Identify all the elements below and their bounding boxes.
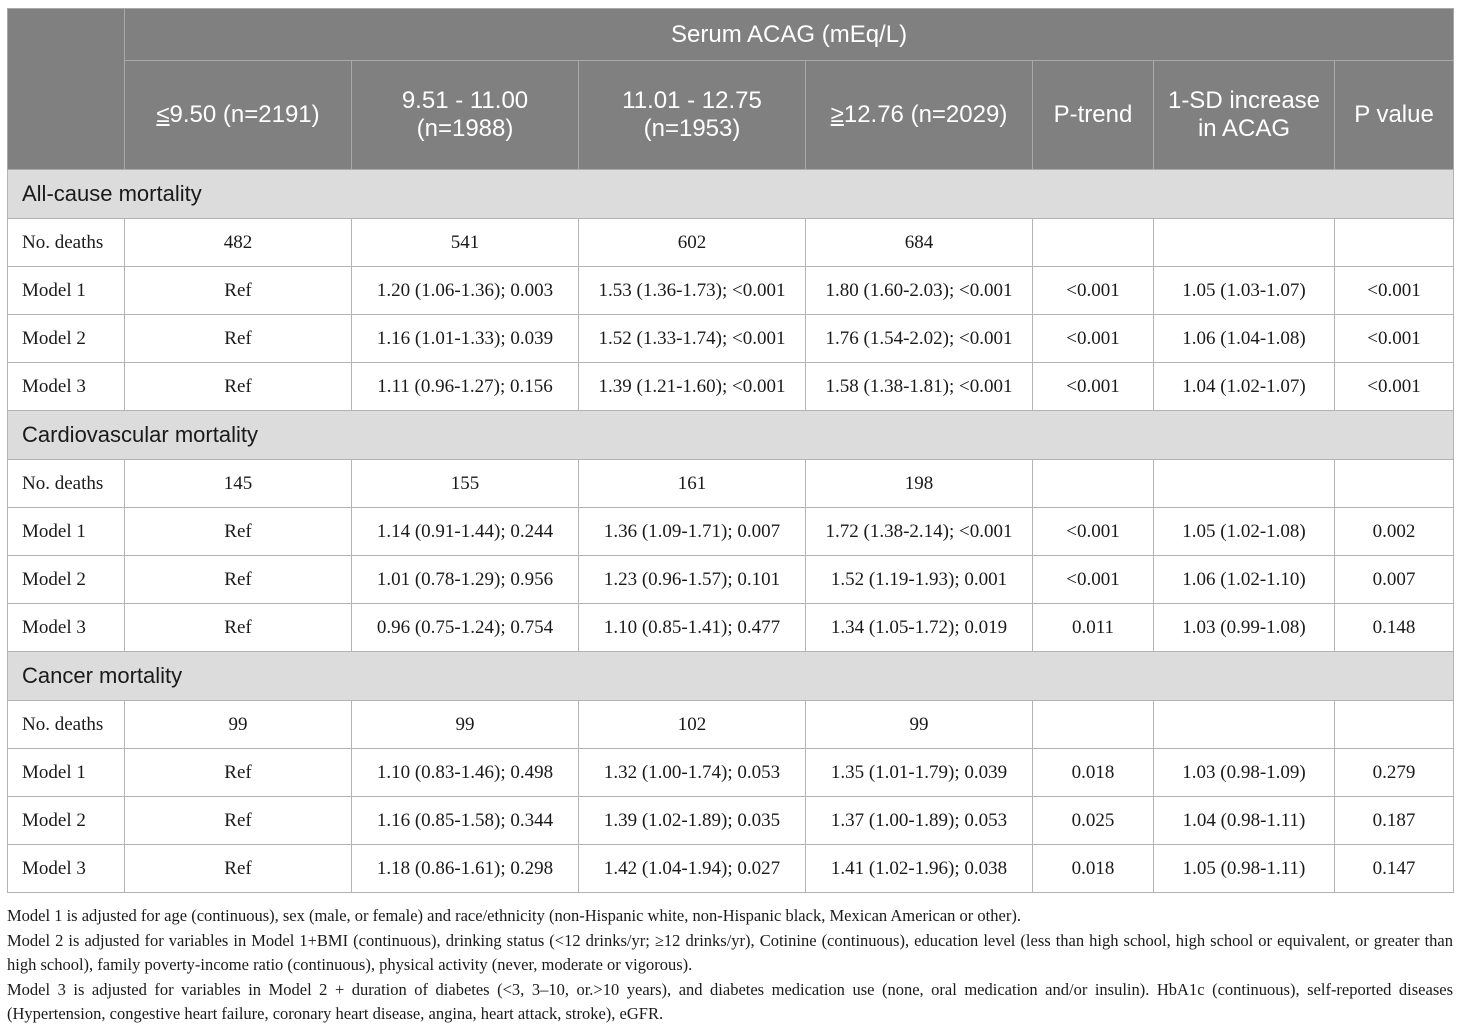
table-cell: <0.001 (1335, 363, 1454, 411)
table-cell (1335, 701, 1454, 749)
table-row (8, 363, 1454, 411)
table-cell (1033, 219, 1154, 267)
table-cell: Ref (125, 508, 352, 556)
table-cell: 0.148 (1335, 604, 1454, 652)
table-cell: 1.58 (1.38-1.81); <0.001 (806, 363, 1033, 411)
table-cell: 0.002 (1335, 508, 1454, 556)
table-cell: 0.279 (1335, 749, 1454, 797)
table-cell: 1.18 (0.86-1.61); 0.298 (352, 845, 579, 893)
table-cell: Ref (125, 363, 352, 411)
row-label: No. deaths (8, 701, 125, 749)
table-header (8, 9, 1454, 170)
table-cell: 0.025 (1033, 797, 1154, 845)
table-cell: 1.80 (1.60-2.03); <0.001 (806, 267, 1033, 315)
table-cell: Ref (125, 604, 352, 652)
table-cell: 161 (579, 460, 806, 508)
table-cell (1335, 460, 1454, 508)
table-cell: 198 (806, 460, 1033, 508)
table-cell: 1.53 (1.36-1.73); <0.001 (579, 267, 806, 315)
table-cell: 0.011 (1033, 604, 1154, 652)
table-cell: 482 (125, 219, 352, 267)
results-table (7, 8, 1454, 893)
table-cell: 1.14 (0.91-1.44); 0.244 (352, 508, 579, 556)
row-label: Model 2 (8, 556, 125, 604)
table-cell: 1.42 (1.04-1.94); 0.027 (579, 845, 806, 893)
table-cell (1335, 219, 1454, 267)
table-cell: Ref (125, 267, 352, 315)
results-table-container (7, 8, 1453, 893)
table-cell: 1.04 (0.98-1.11) (1154, 797, 1335, 845)
header-quartile-1 (125, 61, 352, 170)
table-cell: 684 (806, 219, 1033, 267)
table-cell: 1.06 (1.04-1.08) (1154, 315, 1335, 363)
table-cell: 1.35 (1.01-1.79); 0.039 (806, 749, 1033, 797)
table-cell: <0.001 (1033, 315, 1154, 363)
table-cell: 1.16 (0.85-1.58); 0.344 (352, 797, 579, 845)
row-label: Model 2 (8, 315, 125, 363)
table-cell: Ref (125, 315, 352, 363)
header-quartile-1-text: 9.50 (n=2191) (169, 101, 320, 128)
table-cell: <0.001 (1033, 508, 1154, 556)
table-cell: 1.10 (0.83-1.46); 0.498 (352, 749, 579, 797)
table-cell: Ref (125, 845, 352, 893)
table-row (8, 508, 1454, 556)
table-cell: 602 (579, 219, 806, 267)
table-cell: 1.05 (1.02-1.08) (1154, 508, 1335, 556)
table-cell: <0.001 (1335, 315, 1454, 363)
table-cell: 1.72 (1.38-2.14); <0.001 (806, 508, 1033, 556)
footnote-model-2: Model 2 is adjusted for variables in Model 1+BMI (continuous), drinking status (<12 drinks/yr; ≥12 drinks/yr), Cotinine (continuous), education level (less than high school, high school or equivalent, or greater than high school), family poverty-income ratio (continuous), physical activity (never, moderate or vigorous). (7, 930, 1453, 974)
footnote-model-1: Model 1 is adjusted for age (continuous), sex (male, or female) and race/ethnicity (non-Hispanic white, non-Hispanic black, Mexican American or other). (7, 906, 1021, 925)
table-cell: 0.018 (1033, 845, 1154, 893)
section-header-row (8, 411, 1454, 460)
row-label: Model 2 (8, 797, 125, 845)
header-quartile-1-symbol: ≤ (156, 101, 170, 128)
table-row (8, 845, 1454, 893)
table-cell: 0.018 (1033, 749, 1154, 797)
table-cell: Ref (125, 749, 352, 797)
table-cell (1154, 701, 1335, 749)
header-p-value: P value (1335, 61, 1454, 170)
table-row (8, 315, 1454, 363)
section-title: Cancer mortality (8, 652, 1454, 701)
table-cell: 1.10 (0.85-1.41); 0.477 (579, 604, 806, 652)
header-blank-cell (8, 9, 125, 170)
table-cell: 99 (806, 701, 1033, 749)
header-quartile-4-symbol: ≥ (830, 101, 844, 128)
header-1sd-increase: 1-SD increase in ACAG (1154, 61, 1335, 170)
table-cell (1154, 219, 1335, 267)
table-cell: 1.76 (1.54-2.02); <0.001 (806, 315, 1033, 363)
table-cell (1033, 460, 1154, 508)
table-cell: <0.001 (1033, 556, 1154, 604)
row-label: No. deaths (8, 460, 125, 508)
table-cell: 99 (352, 701, 579, 749)
row-label: Model 3 (8, 845, 125, 893)
table-cell: 0.96 (0.75-1.24); 0.754 (352, 604, 579, 652)
table-cell: 1.16 (1.01-1.33); 0.039 (352, 315, 579, 363)
table-cell: 1.39 (1.21-1.60); <0.001 (579, 363, 806, 411)
table-row (8, 701, 1454, 749)
table-cell: 1.01 (0.78-1.29); 0.956 (352, 556, 579, 604)
table-cell: 1.36 (1.09-1.71); 0.007 (579, 508, 806, 556)
table-cell: 145 (125, 460, 352, 508)
table-cell (1154, 460, 1335, 508)
header-p-trend: P-trend (1033, 61, 1154, 170)
header-group-title: Serum ACAG (mEq/L) (125, 9, 1454, 61)
table-row (8, 219, 1454, 267)
table-cell: 1.34 (1.05-1.72); 0.019 (806, 604, 1033, 652)
table-cell: 1.20 (1.06-1.36); 0.003 (352, 267, 579, 315)
row-label: Model 3 (8, 363, 125, 411)
section-header-row (8, 170, 1454, 219)
table-cell: 1.39 (1.02-1.89); 0.035 (579, 797, 806, 845)
table-body (8, 170, 1454, 893)
header-quartile-3: 11.01 - 12.75 (n=1953) (579, 61, 806, 170)
table-cell: 0.147 (1335, 845, 1454, 893)
table-cell (1033, 701, 1154, 749)
table-cell: 1.05 (1.03-1.07) (1154, 267, 1335, 315)
table-row (8, 460, 1454, 508)
header-quartile-2: 9.51 - 11.00 (n=1988) (352, 61, 579, 170)
table-cell: <0.001 (1033, 363, 1154, 411)
table-cell: 1.06 (1.02-1.10) (1154, 556, 1335, 604)
table-cell: 1.23 (0.96-1.57); 0.101 (579, 556, 806, 604)
row-label: Model 1 (8, 749, 125, 797)
footnote-model-3: Model 3 is adjusted for variables in Model 2 + duration of diabetes (<3, 3–10, or.>10 years), and diabetes medication use (none, oral medication and/or insulin). HbA1c (continuous), self-reported diseases (Hypertension, congestive heart failure, coronary heart disease, angina, heart attack, stroke), eGFR. (7, 979, 1453, 1023)
table-row (8, 749, 1454, 797)
table-cell: 1.11 (0.96-1.27); 0.156 (352, 363, 579, 411)
table-cell: 0.007 (1335, 556, 1454, 604)
row-label: Model 1 (8, 267, 125, 315)
footnotes (7, 904, 1453, 1027)
table-row (8, 797, 1454, 845)
table-cell: 1.04 (1.02-1.07) (1154, 363, 1335, 411)
table-row (8, 604, 1454, 652)
table-cell: 541 (352, 219, 579, 267)
table-cell: 155 (352, 460, 579, 508)
table-cell: <0.001 (1033, 267, 1154, 315)
table-cell: 102 (579, 701, 806, 749)
header-quartile-4-text: 12.76 (n=2029) (843, 101, 1008, 128)
section-title: Cardiovascular mortality (8, 411, 1454, 460)
table-cell: 1.52 (1.33-1.74); <0.001 (579, 315, 806, 363)
table-cell: Ref (125, 797, 352, 845)
table-cell: 1.03 (0.98-1.09) (1154, 749, 1335, 797)
row-label: Model 3 (8, 604, 125, 652)
table-cell: 1.41 (1.02-1.96); 0.038 (806, 845, 1033, 893)
table-cell: <0.001 (1335, 267, 1454, 315)
table-cell: 1.32 (1.00-1.74); 0.053 (579, 749, 806, 797)
section-header-row (8, 652, 1454, 701)
table-cell: Ref (125, 556, 352, 604)
table-cell: 1.03 (0.99-1.08) (1154, 604, 1335, 652)
table-cell: 0.187 (1335, 797, 1454, 845)
section-title: All-cause mortality (8, 170, 1454, 219)
table-cell: 99 (125, 701, 352, 749)
table-cell: 1.52 (1.19-1.93); 0.001 (806, 556, 1033, 604)
table-cell: 1.37 (1.00-1.89); 0.053 (806, 797, 1033, 845)
row-label: Model 1 (8, 508, 125, 556)
table-cell: 1.05 (0.98-1.11) (1154, 845, 1335, 893)
row-label: No. deaths (8, 219, 125, 267)
table-row (8, 267, 1454, 315)
table-row (8, 556, 1454, 604)
header-quartile-4 (806, 61, 1033, 170)
